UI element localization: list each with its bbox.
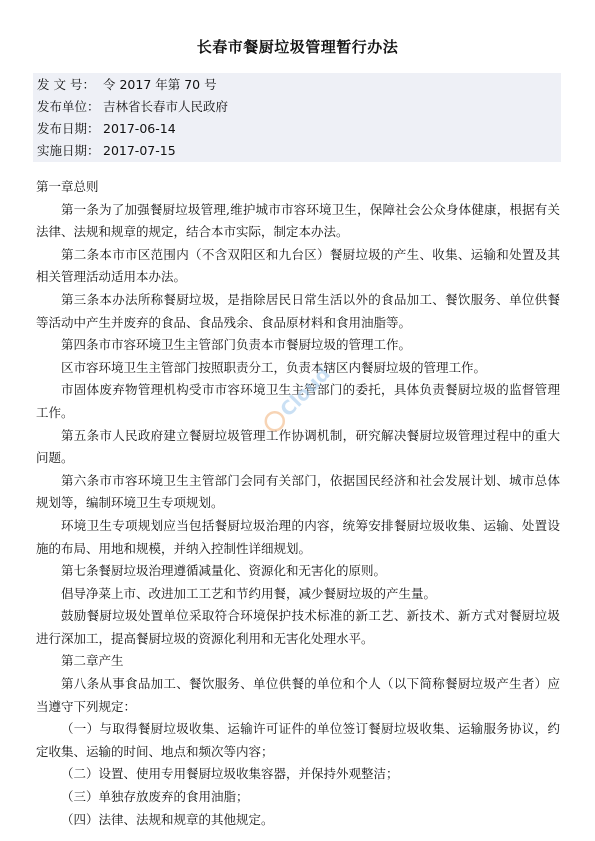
meta-label: 发布单位：	[37, 99, 100, 114]
article-paragraph: 环境卫生专项规划应当包括餐厨垃圾治理的内容，统筹安排餐厨垃圾收集、运输、处置设施的布局、用地和规模，并纳入控制性详细规划。	[36, 517, 560, 556]
meta-label: 发 文 号：	[37, 77, 95, 92]
meta-value: 2017-06-14	[103, 121, 176, 136]
article-paragraph: 第四条市市容环境卫生主管部门负责本市餐厨垃圾的管理工作。	[61, 337, 412, 353]
article-item: （一）与取得餐厨垃圾收集、运输许可证件的单位签订餐厨垃圾收集、运输服务协议，约定收集、运输的时间、地点和频次等内容；	[36, 721, 560, 759]
meta-value: 令 2017 年第 70 号	[103, 77, 217, 92]
article-paragraph: 鼓励餐厨垃圾处置单位采取符合环境保护技术标准的新工艺、新技术、新方式对餐厨垃圾进行深加工，提高餐厨垃圾的资源化利用和无害化处理水平。	[36, 608, 560, 646]
meta-row-doc-number	[33, 74, 561, 96]
watermark-text: Cloud	[276, 362, 335, 422]
article-item: （二）设置、使用专用餐厨垃圾收集容器，并保持外观整洁；	[61, 766, 399, 782]
article-paragraph: 市固体废弃物管理机构受市市容环境卫生主管部门的委托，具体负责餐厨垃圾的监督管理工作。	[36, 382, 560, 420]
document-body	[36, 176, 560, 831]
article-paragraph: 第三条本办法所称餐厨垃圾，是指除居民日常生活以外的食品加工、餐饮服务、单位供餐等活动中产生并废弃的食品、食品残余、食品原材料和食用油脂等。	[36, 291, 560, 330]
article-item: （三）单独存放废弃的食用油脂；	[61, 789, 249, 805]
article-paragraph: 第六条市市容环境卫生主管部门会同有关部门，依据国民经济和社会发展计划、城市总体规划等，编制环境卫生专项规划。	[36, 472, 560, 511]
meta-row-issuer	[33, 96, 561, 118]
article-paragraph: 第七条餐厨垃圾治理遵循减量化、资源化和无害化的原则。	[61, 563, 387, 579]
meta-row-publish-date	[33, 118, 561, 140]
article-paragraph: 倡导净菜上市、改进加工工艺和节约用餐，减少餐厨垃圾的产生量。	[61, 585, 437, 601]
meta-value: 吉林省长春市人民政府	[103, 99, 229, 114]
article-paragraph: 第八条从事食品加工、餐饮服务、单位供餐的单位和个人（以下简称餐厨垃圾产生者）应当遵守下列规定：	[36, 676, 560, 714]
article-paragraph: 第一条为了加强餐厨垃圾管理,维护城市市容环境卫生，保障社会公众身体健康，根据有关法律、法规和规章的规定，结合本市实际，制定本办法。	[36, 201, 560, 240]
chapter-heading: 第二章产生	[61, 653, 124, 669]
article-item: （四）法律、法规和规章的其他规定。	[61, 811, 274, 827]
document-meta-box	[33, 73, 561, 162]
chapter-heading: 第一章总则	[36, 179, 99, 194]
meta-row-effective-date	[33, 140, 561, 162]
meta-value: 2017-07-15	[103, 143, 176, 158]
article-paragraph: 第二条本市市区范围内（不含双阳区和九台区）餐厨垃圾的产生、收集、运输和处置及其相关管理活动适用本办法。	[36, 246, 560, 285]
meta-label: 实施日期：	[37, 143, 100, 158]
document-title: 长春市餐厨垃圾管理暂行办法	[196, 38, 399, 56]
meta-label: 发布日期：	[37, 121, 100, 136]
article-paragraph: 第五条市人民政府建立餐厨垃圾管理工作协调机制，研究解决餐厨垃圾管理过程中的重大问题。	[36, 427, 560, 466]
article-paragraph: 区市容环境卫生主管部门按照职责分工，负责本辖区内餐厨垃圾的管理工作。	[61, 359, 487, 375]
